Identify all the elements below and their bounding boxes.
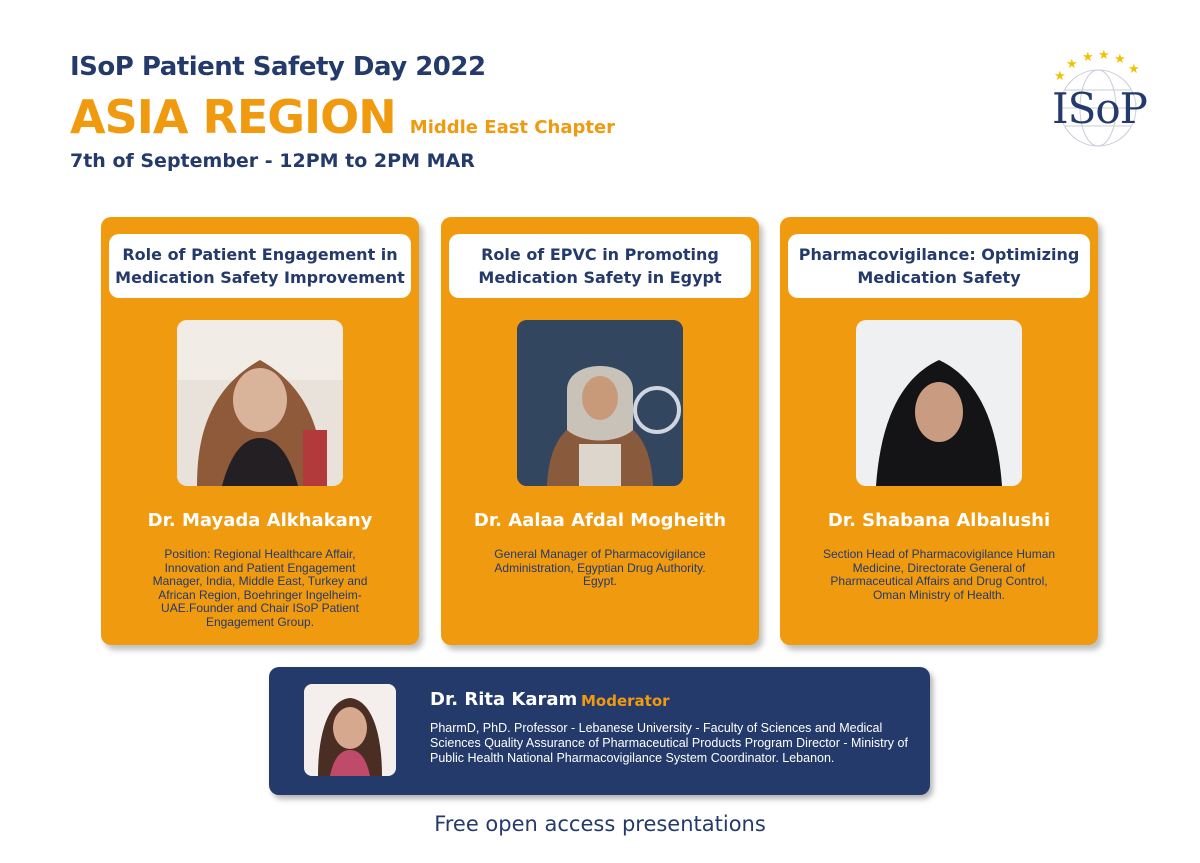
speaker-card <box>441 217 759 645</box>
portrait-image <box>177 320 343 486</box>
portrait-image <box>517 320 683 486</box>
speaker-description: Position: Regional Healthcare Affair, Innovation and Patient Engagement Manager, India, Middle East, Turkey and African Region, Boehringer Ingelheim-UAE.Founder and Chair ISoP Patient Engagement Group. <box>152 547 368 629</box>
speaker-photo <box>856 320 1022 486</box>
moderator-panel <box>269 667 930 795</box>
region-title: ASIA REGION <box>70 90 396 144</box>
svg-text:★: ★ <box>1082 50 1094 65</box>
talk-topic: Pharmacovigilance: Optimizing Medication Safety <box>788 234 1090 298</box>
moderator-role: Moderator <box>581 692 670 710</box>
svg-text:★: ★ <box>1128 62 1140 77</box>
event-datetime: 7th of September - 12PM to 2PM MAR <box>70 150 475 172</box>
svg-text:★: ★ <box>1114 52 1126 67</box>
speaker-description: General Manager of Pharmacovigilance Administration, Egyptian Drug Authority. Egypt. <box>494 547 706 588</box>
svg-text:★: ★ <box>1098 50 1110 63</box>
portrait-image <box>856 320 1022 486</box>
event-title: ISoP Patient Safety Day 2022 <box>70 52 486 82</box>
speaker-card <box>101 217 419 645</box>
speaker-name: Dr. Mayada Alkhakany <box>147 510 373 531</box>
moderator-name: Dr. Rita Karam <box>430 689 578 710</box>
moderator-description: PharmD, PhD. Professor - Lebanese University - Faculty of Sciences and Medical Sciences Quality Assurance of Pharmaceutical Products Program Director - Ministry of Public Health National Pharmacovigilance System Coordinator. Lebanon. <box>430 721 908 765</box>
speaker-name: Dr. Aalaa Afdal Mogheith <box>473 510 727 531</box>
region-heading <box>70 90 615 144</box>
moderator-photo <box>304 684 396 776</box>
chapter-label: Middle East Chapter <box>409 117 616 138</box>
svg-text:★: ★ <box>1066 57 1078 72</box>
portrait-image <box>304 684 396 776</box>
speaker-description: Section Head of Pharmacovigilance Human Medicine, Directorate General of Pharmaceutical Affairs and Drug Control, Oman Ministry of Health. <box>822 547 1056 602</box>
speaker-photo <box>517 320 683 486</box>
speaker-name: Dr. Shabana Albalushi <box>827 510 1051 531</box>
logo-text: ISoP <box>1052 84 1147 133</box>
speaker-photo <box>177 320 343 486</box>
talk-topic: Role of Patient Engagement in Medication Safety Improvement <box>109 234 411 298</box>
talk-topic: Role of EPVC in Promoting Medication Safety in Egypt <box>449 234 751 298</box>
isop-logo <box>1040 50 1150 150</box>
svg-text:★: ★ <box>1054 69 1066 84</box>
footer-note: Free open access presentations <box>434 812 766 836</box>
speaker-card <box>780 217 1098 645</box>
